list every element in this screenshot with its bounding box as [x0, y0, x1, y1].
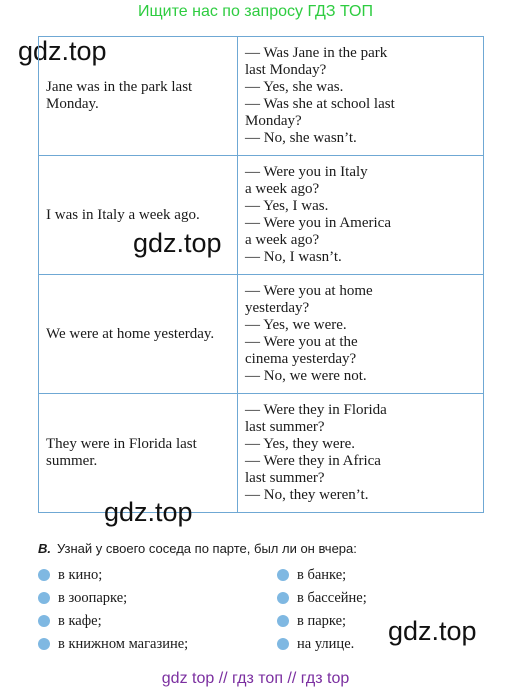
- place-label: на улице.: [297, 636, 355, 652]
- place-label: в кафе;: [58, 613, 102, 629]
- footer-links: gdz top // гдз топ // гдз top: [161, 670, 350, 687]
- dialogue-line: Monday?: [245, 113, 302, 129]
- place-label: в кино;: [58, 567, 103, 583]
- dialogue-line: — Were you at home: [245, 283, 373, 299]
- bullet-dot-icon: [38, 615, 50, 627]
- dialogue-line: yesterday?: [245, 300, 310, 316]
- top-banner: Ищите нас по запросу ГДЗ ТОП: [138, 3, 373, 20]
- dialogue-line: last summer?: [245, 470, 325, 486]
- statement-text: I was in Italy a week ago.: [46, 206, 200, 223]
- dialogue-line: — Yes, we were.: [245, 317, 347, 333]
- table-row: [39, 156, 484, 275]
- dialogue-line: cinema yesterday?: [245, 351, 357, 367]
- dialogue-cell: [238, 394, 484, 513]
- statement-cell: [39, 394, 238, 513]
- bullet-dot-icon: [38, 569, 50, 581]
- dialogue-line: — Was she at school last: [245, 96, 395, 112]
- table-row: [39, 37, 484, 156]
- dialogue-line: — No, we were not.: [245, 368, 367, 384]
- dialogue-line: last summer?: [245, 419, 325, 435]
- task-text: Узнай у своего соседа по парте, был ли он вчера:: [57, 541, 357, 556]
- bullet-dot-icon: [277, 638, 289, 650]
- task-letter: B.: [38, 541, 51, 556]
- statement-cell: [39, 37, 238, 156]
- bullet-dot-icon: [38, 638, 50, 650]
- dialogue-line: a week ago?: [245, 232, 320, 248]
- table-row: [39, 394, 484, 513]
- dialogue-line: a week ago?: [245, 181, 320, 197]
- place-label: в парке;: [297, 613, 347, 629]
- dialogue-line: — Were you at the: [245, 334, 358, 350]
- dialogue-line: — Was Jane in the park: [245, 45, 388, 61]
- place-label: в книжном магазине;: [58, 636, 189, 652]
- dialogue-line: — Yes, I was.: [245, 198, 329, 214]
- dialogue-cell: [238, 37, 484, 156]
- statement-text: They were in Florida last summer.: [46, 436, 197, 469]
- dialogue-line: — No, I wasn’t.: [245, 249, 342, 265]
- dialogue-line: — Were they in Florida: [245, 402, 387, 418]
- dialogue-line: — Yes, they were.: [245, 436, 355, 452]
- dialogue-cell: [238, 156, 484, 275]
- bullet-dot-icon: [277, 615, 289, 627]
- statement-text: We were at home yesterday.: [46, 325, 215, 342]
- place-label: в зоопарке;: [58, 590, 128, 606]
- watermark: gdz.top: [133, 228, 222, 258]
- dialogue-cell: [238, 275, 484, 394]
- dialogue-line: last Monday?: [245, 62, 327, 78]
- watermark: gdz.top: [104, 497, 193, 527]
- bullet-dot-icon: [277, 569, 289, 581]
- watermark: gdz.top: [388, 616, 477, 646]
- watermark: gdz.top: [18, 36, 107, 66]
- place-label: в банке;: [297, 567, 347, 583]
- bullet-dot-icon: [277, 592, 289, 604]
- task-instruction: [38, 541, 357, 556]
- place-label: в бассейне;: [297, 590, 367, 606]
- dialogue-line: — No, they weren’t.: [245, 487, 369, 503]
- statement-cell: [39, 275, 238, 394]
- table-row: [39, 275, 484, 394]
- dialogue-table: [38, 36, 484, 513]
- dialogue-line: — Were they in Africa: [245, 453, 381, 469]
- dialogue-line: — Were you in Italy: [245, 164, 368, 180]
- statement-text: Jane was in the park last Monday.: [46, 79, 193, 112]
- dialogue-line: — Were you in America: [245, 215, 391, 231]
- bullet-dot-icon: [38, 592, 50, 604]
- dialogue-line: — Yes, she was.: [245, 79, 344, 95]
- dialogue-line: — No, she wasn’t.: [245, 130, 357, 146]
